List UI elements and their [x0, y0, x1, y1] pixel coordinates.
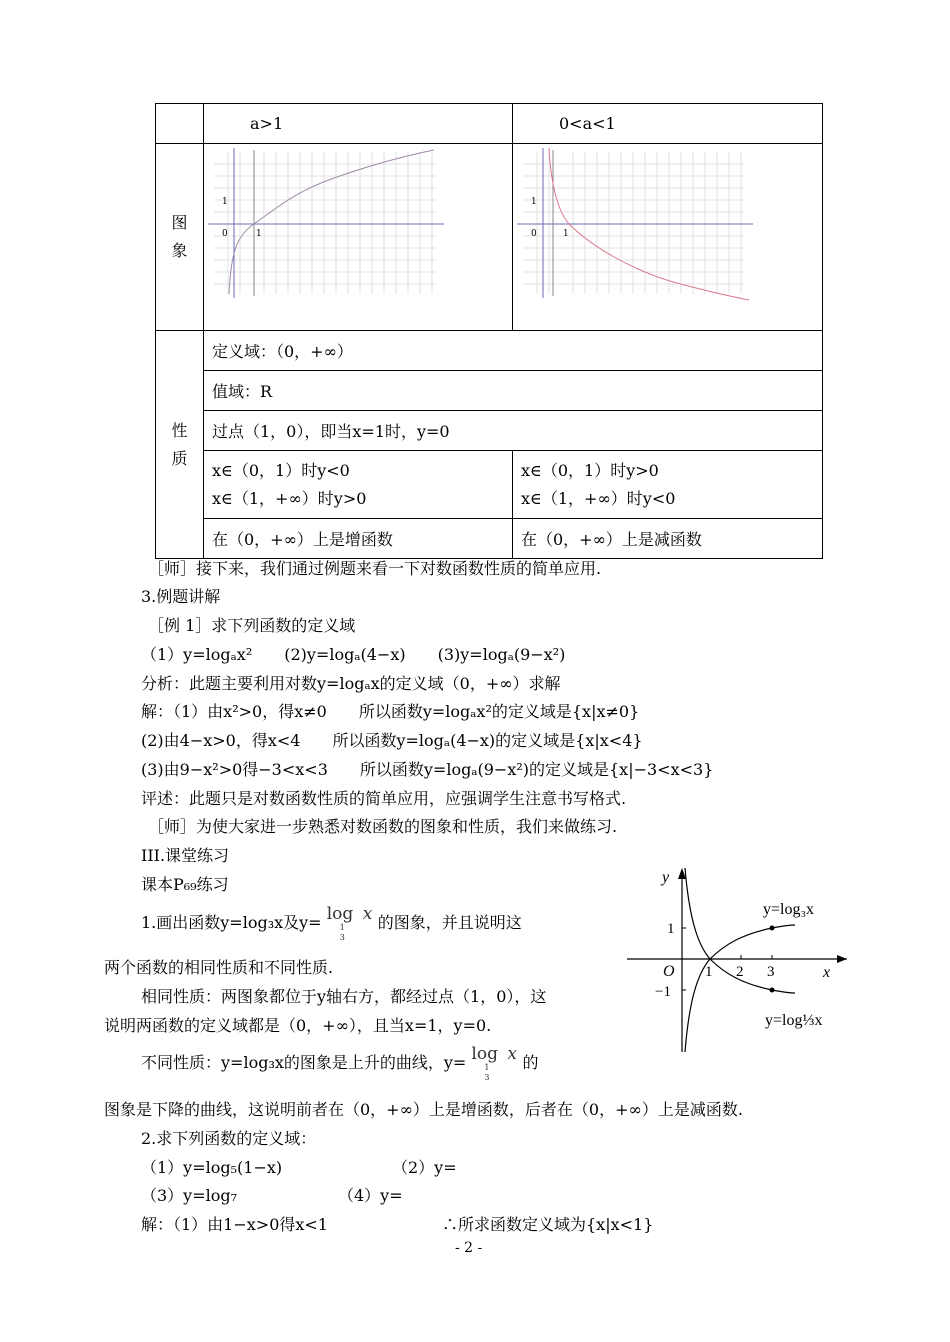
svg-text:2: 2 — [736, 964, 744, 980]
svg-text:x: x — [823, 964, 831, 981]
increasing-log-graph — [204, 144, 513, 326]
exercise-1-line: 1.画出函数y=log₃x及y= log 1 3 x 的图象，并且说明这 — [141, 904, 522, 942]
graph-decreasing — [513, 144, 823, 331]
sign-decreasing: x∈（0，1）时y>0 x∈（1，+∞）时y<0 — [513, 451, 823, 519]
properties-label: 性 质 — [156, 331, 204, 559]
grid — [214, 152, 436, 294]
svg-text:1: 1 — [667, 921, 675, 937]
point-up — [770, 926, 775, 931]
log-properties-table — [155, 103, 823, 559]
section-example: 3.例题讲解 — [141, 587, 221, 606]
monotone-increasing: 在（0，+∞）上是增函数 — [204, 519, 513, 559]
comment-line: 评述：此题只是对数函数性质的简单应用，应强调学生注意书写格式. — [141, 789, 627, 808]
svg-text:O: O — [663, 963, 675, 980]
svg-text:y=log⅓x: y=log⅓x — [765, 1012, 823, 1029]
svg-text:0: 0 — [222, 229, 228, 239]
exercise-2-solution: 解：（1）由1−x>0得x<1 — [141, 1215, 328, 1234]
log3-figure — [625, 862, 850, 1057]
example-1-items: （1）y=logₐx² (2)y=logₐ(4−x) (3)y=logₐ(9−x²) — [141, 645, 566, 664]
x-arrow-icon — [837, 955, 847, 963]
same-properties-cont: 说明两函数的定义域都是（0，+∞），且当x=1，y=0. — [104, 1016, 492, 1035]
exercise-1-cont: 两个函数的相同性质和不同性质. — [104, 958, 334, 977]
case-a-lt-1: 0<a<1 — [513, 104, 823, 144]
point-down — [770, 988, 775, 993]
exercise-2-item-3: （3）y=log₇ — [141, 1186, 238, 1205]
same-properties: 相同性质：两图象都位于y轴右方，都经过点（1，0），这 — [141, 987, 547, 1006]
teacher-intro-line: ［师］接下来，我们通过例题来看一下对数函数性质的简单应用. — [148, 559, 602, 578]
svg-text:y: y — [662, 869, 670, 886]
corner-cell — [156, 104, 204, 144]
example-1-heading: ［例 1］求下列函数的定义域 — [148, 616, 356, 635]
log-one-third-x-2: log 1 3 x — [471, 1044, 518, 1082]
grid — [523, 152, 745, 294]
fixed-point-row: 过点（1，0），即当x=1时，y=0 — [204, 411, 823, 451]
sign-increasing: x∈（0，1）时y<0 x∈（1，+∞）时y>0 — [204, 451, 513, 519]
svg-text:0: 0 — [531, 229, 537, 239]
exercise-2-heading: 2.求下列函数的定义域： — [141, 1129, 317, 1148]
svg-text:1: 1 — [531, 197, 537, 207]
textbook-ref: 课本P₆₉练习 — [141, 875, 229, 894]
analysis-line: 分析：此题主要利用对数y=logₐx的定义域（0，+∞）求解 — [141, 674, 561, 693]
svg-text:y=log₃x: y=log₃x — [763, 901, 815, 918]
different-properties: 不同性质：y=log₃x的图象是上升的曲线，y= log 1 3 x 的 — [141, 1044, 539, 1082]
section-practice: III.课堂练习 — [141, 846, 230, 865]
exercise-2-item-4: （4）y= — [338, 1186, 403, 1205]
log-one-third-x: log 1 3 x — [326, 904, 373, 942]
image-label: 图 象 — [156, 144, 204, 331]
solution-1: 解：（1）由x²>0，得x≠0 所以函数y=logₐx²的定义域是{x|x≠0} — [141, 702, 640, 721]
svg-text:1: 1 — [256, 229, 262, 239]
graph-increasing — [204, 144, 513, 331]
log3-curve — [685, 925, 795, 1052]
range-row: 值域：R — [204, 371, 823, 411]
svg-text:−1: −1 — [655, 984, 671, 1000]
page-number: - 2 - — [455, 1240, 483, 1256]
svg-text:1: 1 — [563, 229, 569, 239]
case-a-gt-1: a>1 — [204, 104, 513, 144]
teacher-practice-line: ［师］为使大家进一步熟悉对数函数的图象和性质，我们来做练习. — [148, 817, 618, 836]
svg-text:3: 3 — [767, 964, 775, 980]
solution-2: (2)由4−x>0，得x<4 所以函数y=logₐ(4−x)的定义域是{x|x<4} — [141, 731, 643, 750]
exercise-2-item-2: （2）y= — [392, 1158, 457, 1177]
different-properties-cont: 图象是下降的曲线，这说明前者在（0，+∞）上是增函数，后者在（0，+∞）上是减函数. — [104, 1100, 743, 1119]
svg-text:1: 1 — [222, 197, 228, 207]
domain-row: 定义域：（0，+∞） — [204, 331, 823, 371]
exercise-2-item-1: （1）y=log₅(1−x) — [141, 1158, 283, 1177]
solution-3: (3)由9−x²>0得−3<x<3 所以函数y=logₐ(9−x²)的定义域是{x|−3<x<3} — [141, 760, 714, 779]
svg-text:1: 1 — [705, 964, 713, 980]
monotone-decreasing: 在（0，+∞）上是减函数 — [513, 519, 823, 559]
exercise-2-answer: ∴所求函数定义域为{x|x<1} — [442, 1215, 654, 1234]
decreasing-log-graph — [513, 144, 823, 326]
